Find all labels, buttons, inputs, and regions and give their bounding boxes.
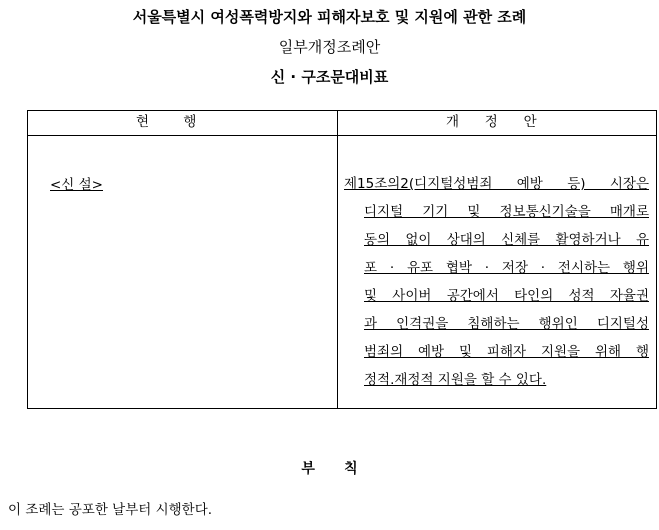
revision-line: 포 · 유포 협박 · 저장 · 전시하는 행위 [364,260,649,276]
revision-line: 및 사이버 공간에서 타인의 성적 자율권 [364,288,649,304]
title-line-1: 서울특별시 여성폭력방지와 피해자보호 및 지원에 관한 조례 [132,8,527,26]
header-current: 현 행 [136,114,197,130]
supplementary-text: 이 조례는 공포한 날부터 시행한다. [8,502,213,518]
revision-line: 동의 없이 상대의 신체를 활영하거나 유 [364,232,649,248]
revision-line: 제15조의2(디지털성범죄 예방 등) 시장은 [344,176,649,192]
title-line-3: 신 · 구조문대비표 [270,68,389,86]
title-line-2: 일부개정조례안 [278,38,381,56]
revision-line: 디지털 기기 및 정보통신기술을 매개로 [364,204,649,220]
new-provision-mark: <신 설> [50,177,103,193]
column-divider [337,111,338,408]
revision-line: 정적.재정적 지원을 할 수 있다. [364,372,547,388]
comparison-table [27,110,657,409]
revision-line: 과 인격권을 침해하는 행위인 디지털성 [364,316,649,332]
header-revision: 개 정 안 [446,114,537,130]
header-divider [28,135,656,136]
supplementary-title: 부 칙 [301,461,358,477]
revision-line: 범죄의 예방 및 피해자 지원을 위해 행 [364,344,649,360]
